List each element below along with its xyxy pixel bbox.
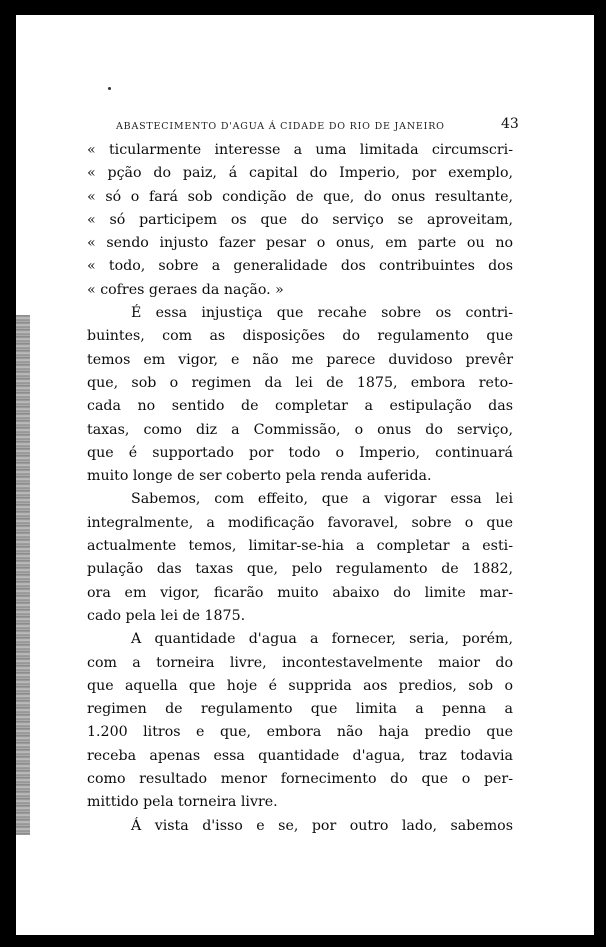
text-line: « sendo injusto fazer pesar o onus, em parte ou no	[87, 235, 513, 252]
text-line: ora em vigor, ficarão muito abaixo do limite mar-	[87, 584, 513, 601]
text-line: « todo, sobre a generalidade dos contribuintes dos	[87, 258, 513, 275]
text-line: integralmente, a modificação favoravel, sobre o que	[87, 514, 513, 531]
text-line: « ticularmente interesse a uma limitada circumscri-	[87, 142, 513, 158]
text-line: receba apenas essa quantidade d'agua, traz todavia	[87, 747, 513, 764]
text-line: cada no sentido de completar a estipulação das	[87, 398, 513, 415]
book-page	[16, 15, 594, 935]
paragraph-start: Sabemos, com effeito, que a vigorar essa lei	[131, 491, 513, 508]
text-line: cado pela lei de 1875.	[87, 607, 246, 624]
text-line: mittido pela torneira livre.	[87, 794, 278, 811]
text-line: « cofres geraes da nação. »	[87, 281, 284, 298]
text-line: buintes, com as disposições do regulamento que	[87, 328, 513, 345]
text-line: « só participem os que do serviço se aproveitam,	[87, 211, 513, 228]
text-line: taxas, como diz a Commissão, o onus do serviço,	[87, 421, 513, 438]
text-line: « pção do paiz, á capital do Imperio, por exemplo,	[87, 165, 513, 182]
running-header: ABASTECIMENTO D'AGUA Á CIDADE DO RIO DE JANEIRO	[116, 121, 445, 132]
text-line: temos em vigor, e não me parece duvidoso prevêr	[87, 351, 513, 368]
text-line: como resultado menor fornecimento do que o per-	[87, 771, 513, 788]
text-line: com a torneira livre, incontestavelmente maior do	[87, 654, 513, 671]
body-text	[87, 139, 513, 838]
paragraph-start: Á vista d'isso e se, por outro lado, sabemos	[131, 817, 513, 834]
binding-gutter	[16, 315, 30, 835]
text-line: que, sob o regimen da lei de 1875, embora reto-	[87, 374, 513, 391]
text-line: 1.200 litros e que, embora não haja predio que	[87, 724, 513, 741]
page-number: 43	[501, 116, 519, 132]
paragraph-start: É essa injustiça que recahe sobre os contri-	[131, 305, 513, 322]
paragraph-start: A quantidade d'agua a fornecer, seria, porém,	[131, 631, 513, 648]
text-line: regimen de regulamento que limita a penna a	[87, 701, 513, 718]
text-line: pulação das taxas que, pelo regulamento de 1882,	[87, 561, 513, 578]
text-line: que aquella que hoje é supprida aos predios, sob o	[87, 677, 513, 694]
text-line: « só o fará sob condição de que, do onus resultante,	[87, 188, 513, 205]
ink-speck	[108, 87, 111, 90]
text-line: actualmente temos, limitar-se-hia a completar a esti-	[87, 538, 513, 555]
text-line: que é supportado por todo o Imperio, continuará	[87, 444, 513, 461]
text-line: muito longe de ser coberto pela renda auferida.	[87, 468, 432, 485]
